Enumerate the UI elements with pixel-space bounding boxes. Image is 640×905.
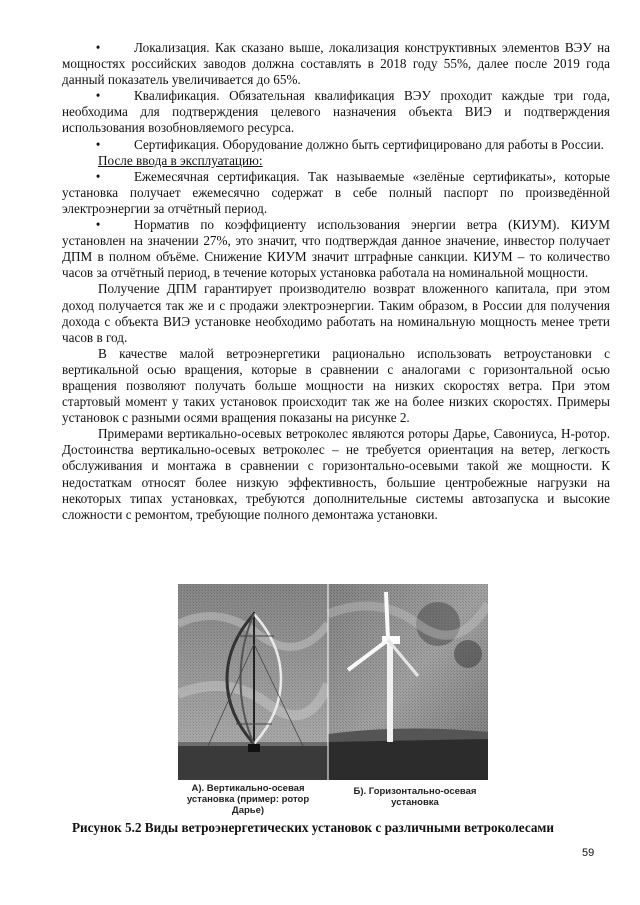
page-number: 59 <box>582 847 595 859</box>
paragraph-vertical-rotors: Примерами вертикально-осевых ветроколес являются роторы Дарье, Савониуса, Н-ротор. Достоинства вертикально-осевых ветроколес – не требуется ориентация на ветер, легкость обслуживания и монтажа в сравнении с горизонтально-осевыми такой же мощности. К недостаткам относят более низкую эффективность, большие центробежные нагрузки на некоторых типах установках, требуются дополнительные системы автозапуска и высокие сложности с ремонтом, требующие полного демонтажа установки. <box>62 426 610 522</box>
paragraph-small-wind: В качестве малой ветроэнергетики рационально использовать ветроустановки с вертикальной осью вращения, которые в сравнении с аналогами с горизонтальной осью вращения позволяют получать больше мощности на низких скоростях ветра. При этом стартовый момент у таких установок происходит так же на более низких скоростях. Примеры установок с разными осями вращения показаны на рисунке 2. <box>62 345 610 426</box>
bullet-marker: • <box>95 168 101 184</box>
document-body <box>62 40 610 523</box>
paragraph-monthly-certification: • Ежемесячная сертификация. Так называемые «зелёные сертификаты», которые установка получает ежемесячно содержат в себе полный паспорт по произведённой электроэнергии за отчётный период. <box>62 168 610 216</box>
paragraph-certification: • Сертификация. Оборудование должно быть сертифицировано для работы в России. <box>62 137 610 153</box>
caption-vertical-axis: А). Вертикально-осевая установка (пример: ротор Дарье) <box>186 783 310 816</box>
horizontal-axis-turbine-photo <box>328 584 488 780</box>
bullet-marker: • <box>95 217 101 233</box>
bullet-marker: • <box>95 136 101 152</box>
wind-turbines-photo <box>178 584 488 780</box>
paragraph-qualification: • Квалификация. Обязательная квалификация ВЭУ проходит каждые три года, необходима для подтверждения целевого назначения объекта ВИЭ и подтверждения использования возобновляемого ресурса. <box>62 88 610 136</box>
vertical-axis-turbine-photo <box>178 584 328 780</box>
paragraph-kium: • Норматив по коэффициенту использования энергии ветра (КИУМ). КИУМ установлен на значении 27%, это значит, что подтверждая данное значение, инвестор получает ДПМ в полном объёме. Снижение КИУМ значит штрафные санкции. КИУМ – то количество часов за отчётный период, в течение которых установка работала на номинальной мощности. <box>62 217 610 281</box>
bullet-marker: • <box>95 88 101 104</box>
paragraph-dpm: Получение ДПМ гарантирует производителю возврат вложенного капитала, при этом доход получается так же и с продажи электроэнергии. Таким образом, в России для получения дохода с объекта ВИЭ установке необходимо работать на номинальную мощность менее трети часов в год. <box>62 281 610 345</box>
caption-horizontal-axis: Б). Горизонтально-осевая установка <box>353 786 477 808</box>
figure-title: Рисунок 5.2 Виды ветроэнергетических установок с различными ветроколесами <box>72 820 555 835</box>
bullet-marker: • <box>95 40 101 55</box>
paragraph-localization: • Локализация. Как сказано выше, локализация конструктивных элементов ВЭУ на мощностях российских заводов должна составлять в 2018 году 55%, далее после 2019 года данный показатель увеличивается до 65%. <box>62 40 610 88</box>
subheading-after-commissioning: После ввода в эксплуатацию: <box>98 152 263 168</box>
